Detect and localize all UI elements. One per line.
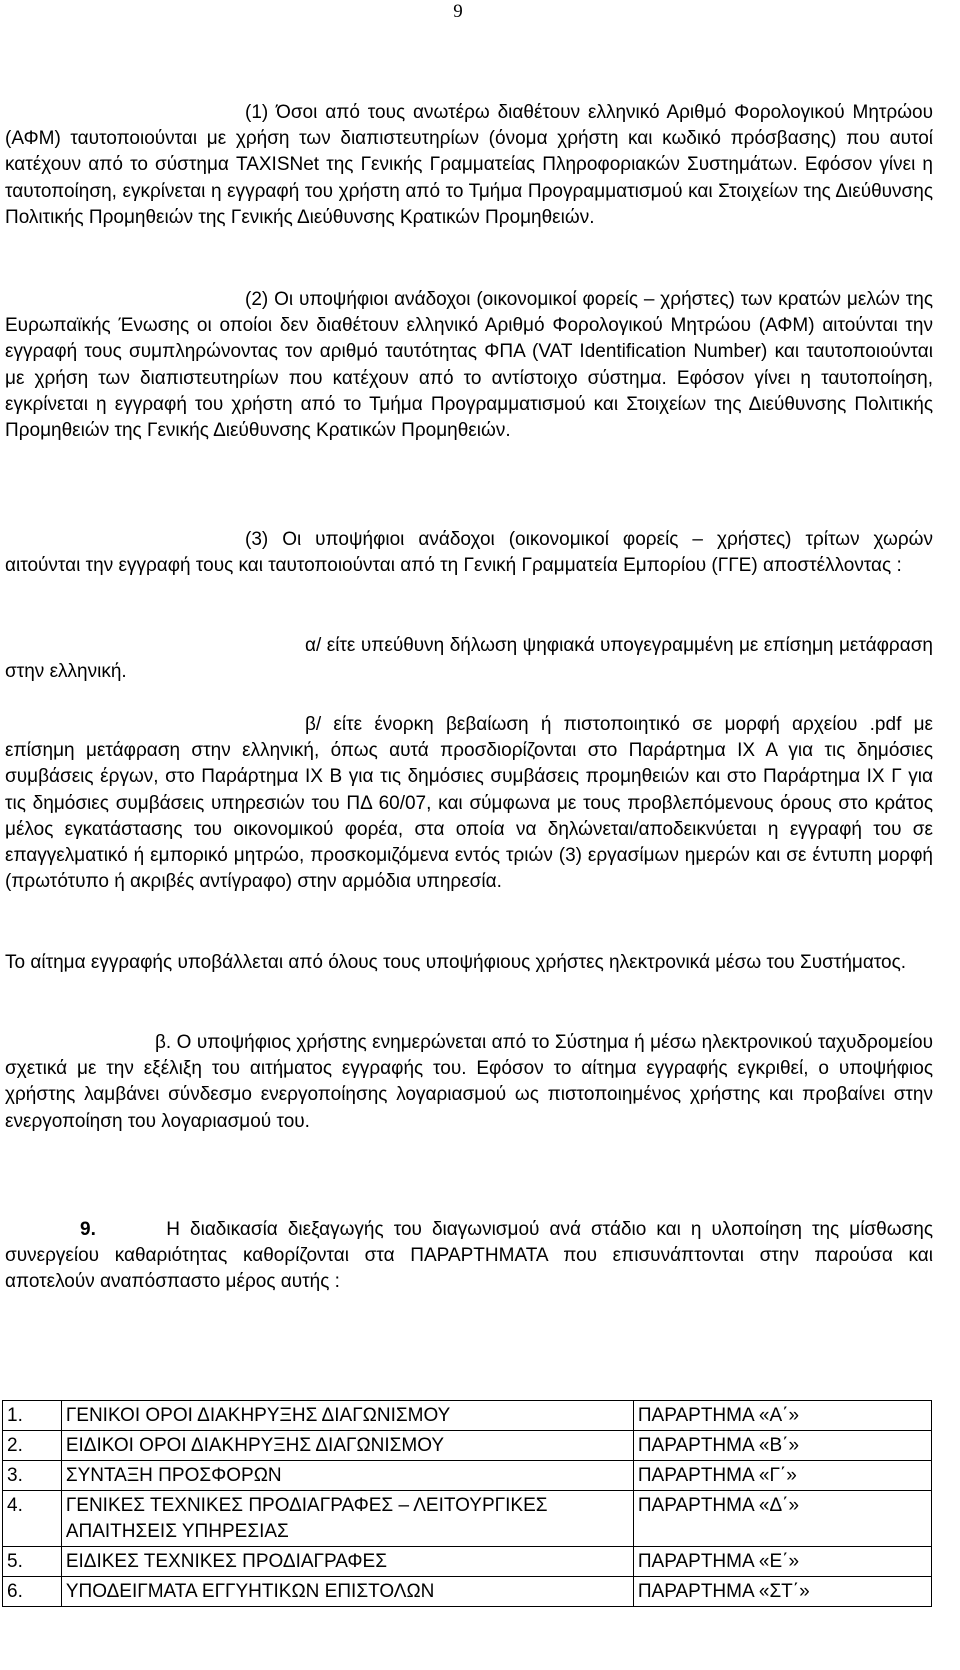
section-number: 9. (80, 1219, 96, 1240)
row-number: 2. (3, 1431, 62, 1461)
row-number: 3. (3, 1461, 62, 1491)
paragraph-2: (2) Οι υποψήφιοι ανάδοχοι (οικονομικοί φορείς – χρήστες) των κρατών μελών της Ευρωπαϊκής Ένωσης οι οποίοι δεν διαθέτουν ελληνικό Αριθμό Φορολογικού Μητρώου (ΑΦΜ) αιτούνται την εγγραφή τους συμπληρώνοντας τον αριθμό ταυτότητας ΦΠΑ (VAT Identification Number) και ταυτοποιούνται με χρήση των διαπιστευτηρίων που κατέχουν από το αντίστοιχο σύστημα. Εφόσον γίνει η ταυτοποίηση, εγκρίνεται η εγγραφή του χρήστη από το Τμήμα Προγραμματισμού και Στοιχείων της Διεύθυνσης Πολιτικής Προμηθειών της Γενικής Διεύθυνσης Κρατικών Προμηθειών. (5, 289, 933, 442)
row-title: ΣΥΝΤΑΞΗ ΠΡΟΣΦΟΡΩΝ (61, 1461, 633, 1491)
row-number: 5. (3, 1547, 62, 1577)
annex-table (2, 1400, 932, 1607)
paragraph-b: β. Ο υποψήφιος χρήστης ενημερώνεται από το Σύστημα ή μέσω ηλεκτρονικού ταχυδρομείου σχετικά με την εξέλιξη του αιτήματος εγγραφής του. Εφόσον το αίτημα εγγραφής εγκριθεί, ο υποψήφιος χρήστης λαμβάνει σύνδεσμο ενεργοποίησης λογαριασμού ως πιστοποιημένος χρήστης και προβαίνει στην ενεργοποίηση του λογαριασμού του. (5, 1032, 933, 1132)
row-annex: ΠΑΡΑΡΤΗΜΑ «Ε΄» (633, 1547, 931, 1577)
row-annex: ΠΑΡΑΡΤΗΜΑ «Α΄» (633, 1401, 931, 1431)
paragraph-alpha: α/ είτε υπεύθυνη δήλωση ψηφιακά υπογεγραμμένη με επίσημη μετάφραση στην ελληνική. (5, 635, 933, 683)
paragraph-9 (5, 1217, 933, 1296)
page-number: 9 (453, 1, 463, 22)
table-row (3, 1547, 932, 1577)
paragraph-request: Το αίτημα εγγραφής υποβάλλεται από όλους τους υποψήφιους χρήστες ηλεκτρονικά μέσω του Συστήματος. (5, 952, 907, 973)
table-row (3, 1491, 932, 1547)
row-annex: ΠΑΡΑΡΤΗΜΑ «Β΄» (633, 1431, 931, 1461)
row-annex: ΠΑΡΑΡΤΗΜΑ «Δ΄» (633, 1491, 931, 1547)
row-title: ΓΕΝΙΚΟΙ ΟΡΟΙ ΔΙΑΚΗΡΥΞΗΣ ΔΙΑΓΩΝΙΣΜΟΥ (61, 1401, 633, 1431)
section-text: Η διαδικασία διεξαγωγής του διαγωνισμού ανά στάδιο και η υλοποίηση της μίσθωσης συνεργείου καθαριότητας καθορίζονται στα ΠΑΡΑΡΤΗΜΑΤΑ που επισυνάπτονται στην παρούσα και αποτελούν αναπόσπαστο μέρος αυτής : (5, 1219, 933, 1293)
row-number: 6. (3, 1577, 62, 1607)
row-annex: ΠΑΡΑΡΤΗΜΑ «Γ΄» (633, 1461, 931, 1491)
paragraph-1: (1) Όσοι από τους ανωτέρω διαθέτουν ελληνικό Αριθμό Φορολογικού Μητρώου (ΑΦΜ) ταυτοποιούνται με χρήση των διαπιστευτηρίων (όνομα χρήστη και κωδικό πρόσβασης) που αυτοί κατέχουν από το σύστημα TAXISNet της Γενικής Γραμματείας Πληροφοριακών Συστημάτων. Εφόσον γίνει η ταυτοποίηση, εγκρίνεται η εγγραφή του χρήστη από το Τμήμα Προγραμματισμού και Στοιχείων της Διεύθυνσης Πολιτικής Προμηθειών της Γενικής Διεύθυνσης Κρατικών Προμηθειών. (5, 102, 933, 228)
table-row (3, 1401, 932, 1431)
table-row (3, 1461, 932, 1491)
table-row (3, 1431, 932, 1461)
paragraph-3: (3) Οι υποψήφιοι ανάδοχοι (οικονομικοί φορείς – χρήστες) τρίτων χωρών αιτούνται την εγγραφή τους και ταυτοποιούνται από τη Γενική Γραμματεία Εμπορίου (ΓΓΕ) αποστέλλοντας : (5, 529, 933, 577)
row-number: 1. (3, 1401, 62, 1431)
row-number: 4. (3, 1491, 62, 1547)
row-title: ΥΠΟΔΕΙΓΜΑΤΑ ΕΓΓΥΗΤΙΚΩΝ ΕΠΙΣΤΟΛΩΝ (61, 1577, 633, 1607)
table-row (3, 1577, 932, 1607)
row-title: ΕΙΔΙΚΕΣ ΤΕΧΝΙΚΕΣ ΠΡΟΔΙΑΓΡΑΦΕΣ (61, 1547, 633, 1577)
row-title: ΕΙΔΙΚΟΙ ΟΡΟΙ ΔΙΑΚΗΡΥΞΗΣ ΔΙΑΓΩΝΙΣΜΟΥ (61, 1431, 633, 1461)
row-title: ΓΕΝΙΚΕΣ ΤΕΧΝΙΚΕΣ ΠΡΟΔΙΑΓΡΑΦΕΣ – ΛΕΙΤΟΥΡΓΙΚΕΣ ΑΠΑΙΤΗΣΕΙΣ ΥΠΗΡΕΣΙΑΣ (61, 1491, 633, 1547)
row-annex: ΠΑΡΑΡΤΗΜΑ «ΣΤ΄» (633, 1577, 931, 1607)
paragraph-beta: β/ είτε ένορκη βεβαίωση ή πιστοποιητικό σε μορφή αρχείου .pdf με επίσημη μετάφραση στην ελληνική, όπως αυτά προσδιορίζονται στο Παράρτημα IX A για τις δημόσιες συμβάσεις έργων, στο Παράρτημα IX Β για τις δημόσιες συμβάσεις προμηθειών και στο Παράρτημα IX Γ για τις δημόσιες συμβάσεις υπηρεσιών του ΠΔ 60/07, και σύμφωνα με τους προβλεπόμενους όρους στο κράτος μέλος εγκατάστασης του οικονομικού φορέα, στα οποία να δηλώνεται/αποδεικνύεται η εγγραφή του σε επαγγελματικό ή εμπορικό μητρώο, προσκομιζόμενα εντός τριών (3) εργασίμων ημερών και σε έντυπη μορφή (πρωτότυπο ή ακριβές αντίγραφο) στην αρμόδια υπηρεσία. (5, 714, 933, 893)
